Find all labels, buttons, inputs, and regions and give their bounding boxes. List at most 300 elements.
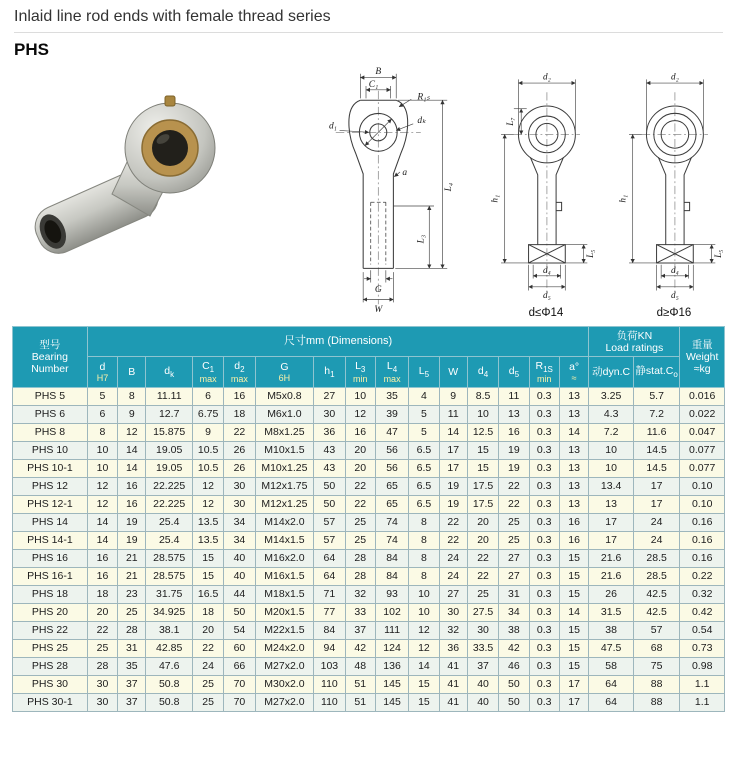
table-cell: 12 (345, 405, 375, 423)
table-cell: 50.8 (146, 675, 193, 693)
table-cell: 11 (499, 387, 529, 405)
table-cell: 20 (192, 621, 223, 639)
table-cell: 42.85 (146, 639, 193, 657)
table-cell: 12 (87, 495, 117, 513)
section-diagram (298, 64, 468, 314)
table-cell: 28.575 (146, 567, 193, 585)
table-cell: 30 (224, 495, 255, 513)
table-cell: 21 (118, 549, 146, 567)
table-cell: 0.3 (529, 639, 559, 657)
table-cell: 42.5 (633, 585, 680, 603)
table-cell: 25 (118, 603, 146, 621)
table-row (13, 603, 725, 621)
table-cell: 18 (192, 603, 223, 621)
table-cell: 8.5 (467, 387, 498, 405)
dim-label-d5: d₅ (543, 289, 551, 300)
table-cell: 47.6 (146, 657, 193, 675)
table-cell: 16 (118, 495, 146, 513)
page-header (0, 0, 737, 60)
table-cell: 5 (409, 423, 439, 441)
table-cell: 22 (87, 621, 117, 639)
col-header-stat_co: 静$stat.C_o$ (633, 357, 680, 388)
series-title: PHS (14, 40, 49, 59)
photo-bore (152, 130, 188, 166)
table-cell: 15 (409, 693, 439, 711)
table-cell: 31.5 (589, 603, 633, 621)
table-cell: 37 (345, 621, 375, 639)
table-cell: 30 (87, 675, 117, 693)
table-cell: 25 (467, 585, 498, 603)
table-cell: 0.3 (529, 513, 559, 531)
table-cell: 10.5 (192, 459, 223, 477)
table-cell: 65 (375, 477, 408, 495)
col-header-r1s_min: $R_{1S}$ min (529, 357, 559, 388)
table-cell: 102 (375, 603, 408, 621)
bearing-number: PHS 30 (13, 675, 88, 693)
table-cell: 43 (314, 459, 345, 477)
table-cell: 22 (345, 495, 375, 513)
table-cell: 20 (467, 513, 498, 531)
table-cell: 22 (439, 531, 467, 549)
table-cell: 8 (409, 531, 439, 549)
table-cell: 28.5 (633, 567, 680, 585)
table-cell: 38 (499, 621, 529, 639)
table-cell: 22.225 (146, 477, 193, 495)
table-cell: 24 (633, 531, 680, 549)
dim-label-d2: d₂ (543, 71, 551, 82)
table-cell: 17 (589, 513, 633, 531)
table-cell: 10.5 (192, 441, 223, 459)
table-cell: 27 (314, 387, 345, 405)
bearing-number: PHS 6 (13, 405, 88, 423)
table-cell: 25 (499, 531, 529, 549)
dim-label-h1: h₁ (618, 194, 628, 203)
table-cell: 20 (345, 459, 375, 477)
dim-label-R1s: R₁ₛ (417, 92, 430, 103)
table-cell: 22 (439, 513, 467, 531)
table-row (13, 675, 725, 693)
spec-table (12, 326, 725, 712)
table-cell: 54 (224, 621, 255, 639)
col-header-d4: $d_4$ (467, 357, 498, 388)
table-cell: 6.5 (409, 459, 439, 477)
col-header-l3_min: $L_3$ min (345, 357, 375, 388)
table-cell: 0.3 (529, 531, 559, 549)
table-cell: 18 (224, 405, 255, 423)
table-cell: 25 (192, 675, 223, 693)
table-cell: 17 (589, 531, 633, 549)
table-cell: 16 (559, 513, 589, 531)
table-cell: 10 (589, 459, 633, 477)
table-cell: 145 (375, 675, 408, 693)
table-cell: 17 (439, 441, 467, 459)
table-row (13, 531, 725, 549)
table-cell: 57 (633, 621, 680, 639)
table-cell: 124 (375, 639, 408, 657)
table-cell: 15 (192, 567, 223, 585)
table-cell: 14 (559, 423, 589, 441)
table-cell: 25 (87, 639, 117, 657)
table-cell: 46 (499, 657, 529, 675)
table-cell: 8 (118, 387, 146, 405)
table-cell: M14x1.5 (255, 531, 314, 549)
col-header-bearing-number: 型号 Bearing Number (13, 327, 88, 388)
table-cell: 26 (224, 441, 255, 459)
table-cell: 30 (314, 405, 345, 423)
table-cell: 13.5 (192, 531, 223, 549)
table-cell: 17 (633, 477, 680, 495)
table-cell: 44 (224, 585, 255, 603)
table-cell: 16.5 (192, 585, 223, 603)
table-cell: 51 (345, 675, 375, 693)
table-cell: 0.3 (529, 585, 559, 603)
table-cell: 15 (192, 549, 223, 567)
table-cell: M20x1.5 (255, 603, 314, 621)
dim-label-L5: L₅ (712, 249, 723, 258)
table-cell: 74 (375, 531, 408, 549)
table-cell: 21.6 (589, 567, 633, 585)
table-cell: 22 (345, 477, 375, 495)
table-cell: 5 (87, 387, 117, 405)
table-cell: 5.7 (633, 387, 680, 405)
table-cell: 4.3 (589, 405, 633, 423)
table-cell: 8 (409, 549, 439, 567)
table-cell: M8x1.25 (255, 423, 314, 441)
table-cell: 0.54 (680, 621, 725, 639)
table-cell: 14 (87, 513, 117, 531)
table-cell: 27 (499, 567, 529, 585)
dim-label-dk: dₖ (417, 115, 427, 126)
product-photo (18, 86, 238, 258)
table-cell: 21 (118, 567, 146, 585)
table-cell: 0.3 (529, 495, 559, 513)
table-cell: 15 (559, 639, 589, 657)
table-cell: 3.25 (589, 387, 633, 405)
table-row (13, 513, 725, 531)
table-row (13, 423, 725, 441)
table-row (13, 567, 725, 585)
table-cell: 0.016 (680, 387, 725, 405)
table-cell: M14x2.0 (255, 513, 314, 531)
bearing-number: PHS 12-1 (13, 495, 88, 513)
table-cell: 30 (87, 693, 117, 711)
dim-label-a: a (402, 167, 408, 178)
table-cell: 26 (589, 585, 633, 603)
table-cell: 10 (467, 405, 498, 423)
table-cell: 16 (118, 477, 146, 495)
table-cell: 0.3 (529, 693, 559, 711)
table-cell: 6.5 (409, 495, 439, 513)
table-cell: 19 (499, 459, 529, 477)
table-cell: 0.16 (680, 549, 725, 567)
table-cell: 12 (192, 477, 223, 495)
col-header-dk: $d_k$ (146, 357, 193, 388)
col-header-d2_max: $d_2$ max (224, 357, 255, 388)
table-cell: 15 (559, 621, 589, 639)
table-cell: 0.022 (680, 405, 725, 423)
table-cell: 42 (345, 639, 375, 657)
table-cell: 0.077 (680, 441, 725, 459)
table-cell: 56 (375, 441, 408, 459)
table-cell: 14 (439, 423, 467, 441)
table-cell: 60 (224, 639, 255, 657)
col-group-dimensions: 尺寸mm (Dimensions) (87, 327, 589, 357)
table-cell: 111 (375, 621, 408, 639)
dim-label-B: B (375, 66, 382, 77)
table-cell: 12 (409, 621, 439, 639)
table-cell: 74 (375, 513, 408, 531)
table-cell: 26 (224, 459, 255, 477)
table-cell: 65 (375, 495, 408, 513)
table-cell: 64 (589, 675, 633, 693)
table-cell: 6 (192, 387, 223, 405)
table-cell: 70 (224, 693, 255, 711)
page-title: Inlaid line rod ends with female thread series (14, 8, 723, 33)
col-header-weight: 重量 Weight ≈kg (680, 327, 725, 388)
bearing-number: PHS 28 (13, 657, 88, 675)
table-row (13, 405, 725, 423)
table-cell: M16x1.5 (255, 567, 314, 585)
table-cell: 47 (375, 423, 408, 441)
table-cell: 27.5 (467, 603, 498, 621)
table-cell: M12x1.75 (255, 477, 314, 495)
table-cell: 6.5 (409, 441, 439, 459)
table-cell: 39 (375, 405, 408, 423)
table-cell: 0.3 (529, 405, 559, 423)
table-cell: 12 (87, 477, 117, 495)
table-row (13, 639, 725, 657)
table-cell: 41 (439, 675, 467, 693)
table-cell: 22.225 (146, 495, 193, 513)
table-cell: 33 (345, 603, 375, 621)
table-cell: 14 (118, 441, 146, 459)
table-cell: 20 (345, 441, 375, 459)
front-view-large-caption: d≥Φ16 (656, 307, 692, 319)
table-cell: 7.2 (589, 423, 633, 441)
table-cell: M16x2.0 (255, 549, 314, 567)
table-cell: M24x2.0 (255, 639, 314, 657)
table-cell: 34.925 (146, 603, 193, 621)
table-row (13, 459, 725, 477)
table-cell: 12 (409, 639, 439, 657)
section-diagram-wrap (298, 64, 468, 319)
dim-label-d2: d₂ (671, 71, 679, 82)
table-cell: 57 (314, 531, 345, 549)
col-header-d_h7: d H7 (87, 357, 117, 388)
table-cell: 15 (559, 549, 589, 567)
dim-label-W: W (374, 304, 383, 314)
table-cell: 15 (467, 441, 498, 459)
front-view-small-diagram (490, 68, 602, 300)
table-cell: 0.32 (680, 585, 725, 603)
table-cell: 37 (118, 693, 146, 711)
table-cell: 15 (559, 567, 589, 585)
table-cell: 8 (87, 423, 117, 441)
dim-label-L4: L₄ (444, 182, 454, 192)
table-cell: 32 (439, 621, 467, 639)
table-cell: 20 (467, 531, 498, 549)
table-cell: 50 (224, 603, 255, 621)
table-cell: 77 (314, 603, 345, 621)
table-cell: 22 (499, 495, 529, 513)
table-row (13, 387, 725, 405)
table-cell: 19.05 (146, 441, 193, 459)
table-cell: 28.575 (146, 549, 193, 567)
table-cell: 21.6 (589, 549, 633, 567)
table-cell: 38 (589, 621, 633, 639)
table-cell: 22 (224, 423, 255, 441)
table-cell: 30 (224, 477, 255, 495)
table-cell: M10x1.25 (255, 459, 314, 477)
table-cell: 0.3 (529, 459, 559, 477)
table-cell: 30 (439, 603, 467, 621)
table-cell: 34 (224, 513, 255, 531)
table-cell: 8 (409, 513, 439, 531)
table-cell: 8 (409, 567, 439, 585)
table-cell: 10 (87, 441, 117, 459)
table-cell: 31 (118, 639, 146, 657)
table-cell: 13 (499, 405, 529, 423)
table-cell: 50 (499, 693, 529, 711)
table-cell: 25 (192, 693, 223, 711)
table-cell: 10 (409, 585, 439, 603)
table-cell: 22 (467, 549, 498, 567)
table-row (13, 693, 725, 711)
table-cell: M10x1.5 (255, 441, 314, 459)
table-cell: 33.5 (467, 639, 498, 657)
table-cell: 23 (118, 585, 146, 603)
bearing-number: PHS 16-1 (13, 567, 88, 585)
table-cell: 20 (87, 603, 117, 621)
table-row (13, 549, 725, 567)
table-cell: 24 (439, 567, 467, 585)
table-cell: 14 (559, 603, 589, 621)
col-header-h1: $h_1$ (314, 357, 345, 388)
table-cell: 145 (375, 693, 408, 711)
table-cell: 15 (559, 585, 589, 603)
table-row (13, 477, 725, 495)
table-cell: 25.4 (146, 531, 193, 549)
table-cell: 50 (314, 477, 345, 495)
table-cell: 0.10 (680, 495, 725, 513)
table-cell: M12x1.25 (255, 495, 314, 513)
table-cell: 19.05 (146, 459, 193, 477)
table-cell: 15 (409, 675, 439, 693)
table-cell: 37 (118, 675, 146, 693)
table-cell: 58 (589, 657, 633, 675)
table-cell: 6 (87, 405, 117, 423)
table-cell: 13 (559, 405, 589, 423)
table-cell: 88 (633, 675, 680, 693)
table-cell: 16 (559, 531, 589, 549)
table-cell: 40 (467, 675, 498, 693)
table-cell: 0.98 (680, 657, 725, 675)
table-row (13, 621, 725, 639)
table-cell: 40 (467, 693, 498, 711)
table-cell: 13.5 (192, 513, 223, 531)
table-cell: 9 (192, 423, 223, 441)
table-cell: 0.73 (680, 639, 725, 657)
col-header-dyn_c: 动dyn.C (589, 357, 633, 388)
table-cell: 36 (314, 423, 345, 441)
table-cell: 12.5 (467, 423, 498, 441)
table-cell: 50 (499, 675, 529, 693)
table-cell: 88 (633, 693, 680, 711)
table-cell: 38.1 (146, 621, 193, 639)
table-cell: 14.5 (633, 441, 680, 459)
table-cell: 35 (118, 657, 146, 675)
table-cell: 19 (118, 513, 146, 531)
table-cell: 13.4 (589, 477, 633, 495)
table-cell: 47.5 (589, 639, 633, 657)
table-cell: 40 (224, 549, 255, 567)
dim-label-C1: C₁ (368, 80, 379, 90)
bearing-number: PHS 14-1 (13, 531, 88, 549)
table-cell: 84 (375, 549, 408, 567)
col-header-l4_max: $L_4$ max (375, 357, 408, 388)
table-cell: M27x2.0 (255, 693, 314, 711)
table-cell: 28.5 (633, 549, 680, 567)
dim-label-d4: d₄ (543, 265, 551, 276)
table-cell: 27 (499, 549, 529, 567)
table-cell: 13 (559, 441, 589, 459)
table-cell: 0.3 (529, 621, 559, 639)
col-header-g_6h: G 6H (255, 357, 314, 388)
table-cell: 48 (345, 657, 375, 675)
table-cell: 17 (633, 495, 680, 513)
dim-label-d4: d₄ (671, 265, 679, 276)
table-cell: 12 (192, 495, 223, 513)
table-cell: 17.5 (467, 495, 498, 513)
table-cell: 42 (499, 639, 529, 657)
bearing-number: PHS 14 (13, 513, 88, 531)
table-cell: 68 (633, 639, 680, 657)
table-cell: 37 (467, 657, 498, 675)
table-cell: 0.077 (680, 459, 725, 477)
table-cell: 50 (314, 495, 345, 513)
table-cell: 24 (439, 549, 467, 567)
table-cell: 25 (499, 513, 529, 531)
bearing-number: PHS 20 (13, 603, 88, 621)
table-cell: 31 (499, 585, 529, 603)
table-cell: 110 (314, 693, 345, 711)
photo-grease-screw (165, 96, 175, 106)
table-cell: 75 (633, 657, 680, 675)
table-cell: 136 (375, 657, 408, 675)
table-cell: 0.047 (680, 423, 725, 441)
table-cell: 11.11 (146, 387, 193, 405)
table-cell: 32 (345, 585, 375, 603)
table-cell: 43 (314, 441, 345, 459)
table-cell: 71 (314, 585, 345, 603)
table-cell: 1.1 (680, 693, 725, 711)
table-cell: 0.22 (680, 567, 725, 585)
table-cell: 13 (559, 477, 589, 495)
table-cell: 34 (499, 603, 529, 621)
spec-table-header (13, 327, 725, 388)
table-cell: 28 (345, 567, 375, 585)
table-cell: 14 (87, 531, 117, 549)
figures-row (0, 60, 737, 322)
table-cell: 64 (589, 693, 633, 711)
table-cell: 15 (559, 657, 589, 675)
col-header-c1_max: $C_1$ max (192, 357, 223, 388)
table-cell: 42.5 (633, 603, 680, 621)
table-cell: 7.2 (633, 405, 680, 423)
table-cell: 19 (439, 477, 467, 495)
dim-label-L3: L₃ (416, 234, 427, 244)
bearing-number: PHS 10-1 (13, 459, 88, 477)
